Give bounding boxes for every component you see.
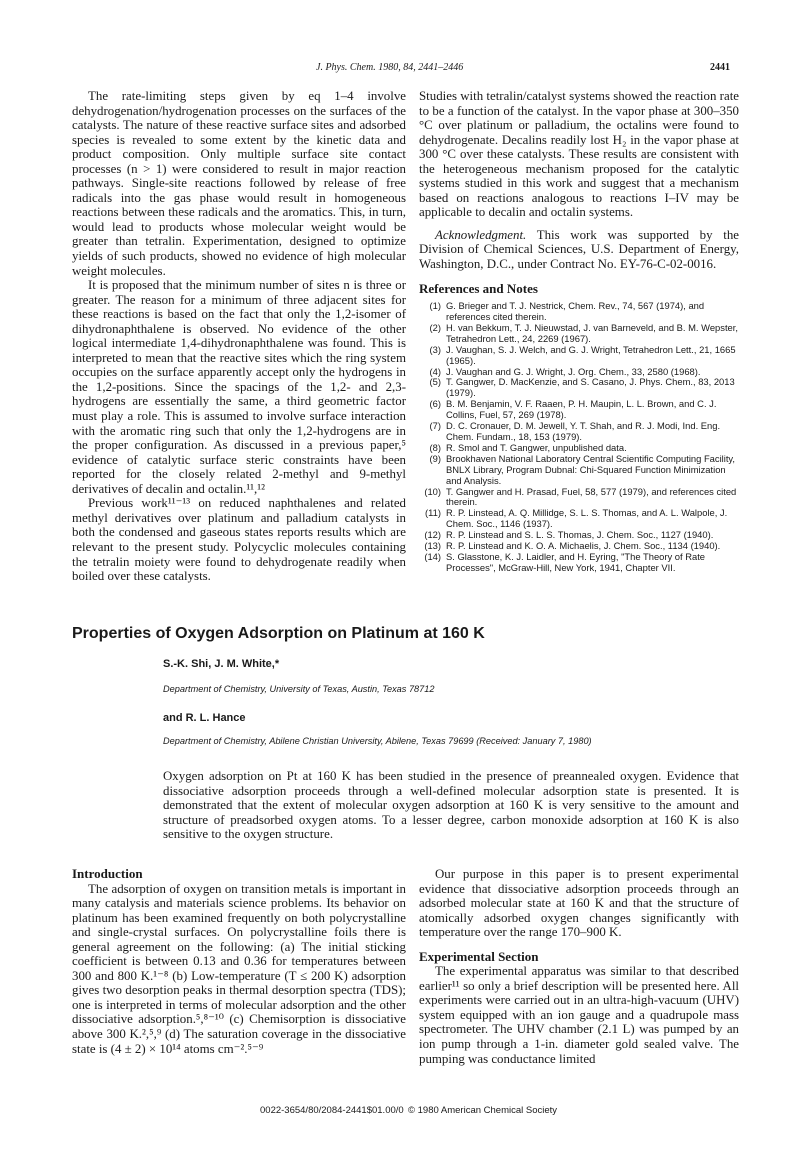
reference-text: J. Vaughan, S. J. Welch, and G. J. Wright, Tetrahedron Lett., 21, 1665 (1965). (446, 343, 736, 366)
reference-text: J. Vaughan and G. J. Wright, J. Org. Chem., 33, 2580 (1968). (446, 365, 701, 377)
journal-citation: J. Phys. Chem. 1980, 84, 2441–2446 (316, 62, 464, 73)
reference-text: B. M. Benjamin, V. F. Raaen, P. H. Maupin, L. L. Brown, and C. J. Collins, Fuel, 57, 269 (1978). (446, 398, 717, 421)
reference-text: G. Brieger and T. J. Nestrick, Chem. Rev., 74, 567 (1974), and references cited therein. (446, 300, 705, 323)
reference-item (419, 487, 739, 509)
reference-text: T. Gangwer and H. Prasad, Fuel, 58, 577 (1979), and references cited therein. (446, 485, 737, 508)
reference-number: (10) (424, 485, 441, 497)
right-body-column (419, 867, 739, 1066)
reference-text: R. Smol and T. Gangwer, unpublished data. (446, 441, 627, 453)
paragraph: It is proposed that the minimum number of sites n is three or greater. The reason for a minimum of three adjacent sites for these reactions is based on the fact that only the 1,2-isomer of dihydronaphthalene is observed. No evidence of the other logical intermediate 1,4-dihydronaphthalene was found. This is interpreted to mean that the reactive sites which the ring system occupies on the surface apparently accept only the hydrogens in the 1,2-positions. Since the spacings of the 1,2- and 2,3-hydrogens are essentially the same, a third geometric factor must play a role. This is assumed to involve surface interaction with the aromatic ring such that only the 1,2-hydrogens are in the proper configuration. As discussed in a previous paper,⁵ evidence of catalytic surface steric constraints have been reported for the closely related 2-methyl and 9-methyl derivatives of decalin and octalin.¹¹,¹² (72, 278, 406, 496)
authors-secondary: and R. L. Hance (163, 712, 246, 724)
reference-number: (5) (429, 376, 441, 388)
reference-item (419, 421, 739, 443)
reference-number: (13) (424, 540, 441, 552)
reference-text: R. P. Linstead and S. L. S. Thomas, J. Chem. Soc., 1127 (1940). (446, 529, 714, 541)
reference-number: (6) (429, 398, 441, 410)
copyright: © 1980 American Chemical Society (408, 1105, 558, 1116)
article-title: Properties of Oxygen Adsorption on Platinum at 160 K (72, 625, 485, 642)
reference-number: (3) (429, 343, 441, 355)
acknowledgment (419, 228, 739, 272)
acknowledgment-text: This work was supported by the Division of Chemical Sciences, U.S. Department of Energy, Washington, D.C., under Contract No. EY-76-C-02-0016. (419, 227, 739, 272)
reference-text: R. P. Linstead, A. Q. Millidge, S. L. S. Thomas, and A. L. Walpole, J. Chem. Soc., 1146 (1937). (446, 507, 728, 530)
reference-number: (4) (429, 365, 441, 377)
reference-text: T. Gangwer, D. MacKenzie, and S. Casano, J. Phys. Chem., 83, 2013 (1979). (446, 376, 735, 399)
acknowledgment-label: Acknowledgment. (435, 227, 527, 242)
abstract: Oxygen adsorption on Pt at 160 K has been studied in the presence of preannealed oxygen. Evidence that dissociative adsorption proceeds through a well-defined molecular adsorption state is presented. It is demonstrated that the extent of molecular oxygen adsorption at 160 K is very sensitive to the amount and structure of preadsorbed oxygen atoms. To a lesser degree, carbon monoxide adsorption at 160 K is also sensitive to the oxygen structure. (163, 769, 739, 842)
reference-text: S. Glasstone, K. J. Laidler, and H. Eyring, "The Theory of Rate Processes", McGraw-Hill, New York, 1941, Chapter VII. (446, 550, 706, 573)
affiliation-secondary: Department of Chemistry, Abilene Christian University, Abilene, Texas 79699 (Received: January 7, 1980) (163, 736, 592, 746)
reference-text: H. van Bekkum, T. J. Nieuwstad, J. van Barneveld, and B. M. Wepster, Tetrahedron Lett., 24, 2269 (1967). (446, 321, 738, 344)
reference-item (419, 377, 739, 399)
reference-number: (1) (429, 300, 441, 312)
introduction-text: The adsorption of oxygen on transition metals is important in many catalysis and materials science problems. Its behavior on platinum has been examined frequently on both polycrystalline and single-crystal surfaces. On polycrystalline foils there is general agreement on the following: (a) The initial sticking coefficient is between 0.13 and 0.36 for temperatures between 300 and 800 K.¹⁻⁸ (b) Low-temperature (T ≤ 200 K) adsorption gives two desorption peaks in thermal desorption spectra (TDS); one is interpreted in terms of molecular adsorption and the other dissociative adsorption.⁵,⁸⁻¹⁰ (c) Chemisorption is dissociative above 300 K.²,⁵,⁹ (d) The saturation coverage in the dissociative state is (4 ± 2) × 10¹⁴ atoms cm⁻².⁵⁻⁹ (72, 881, 406, 1056)
reference-item (419, 552, 739, 574)
reference-item (419, 301, 739, 323)
paragraph: Studies with tetralin/catalyst systems showed the reaction rate to be a function of the catalyst. In the vapor phase at 300–350 °C over platinum or palladium, the octalins were found to dehydrogenate. Decalins readily lost H₂ in the vapor phase at 300 °C over these catalysts. These results are consistent with the heterogeneous mechanism proposed for the catalytic systems studied in this work and suggest that a mechanism based on reactions analogous to reactions I–IV may be applicable to decalin and octalin systems. (419, 89, 739, 220)
paragraph: Previous work¹¹⁻¹³ on reduced naphthalenes and related methyl derivatives over platinum and palladium catalysts in both the condensed and gaseous states reports results which are relevant to the present study. Polycyclic molecules containing the tetralin moiety were found to dehydrogenate readily when boiled over these catalysts. (72, 496, 406, 584)
introduction-column (72, 867, 406, 1056)
reference-number: (11) (425, 507, 441, 519)
reference-item (419, 323, 739, 345)
reference-item (419, 345, 739, 367)
purpose-text: Our purpose in this paper is to present experimental evidence that dissociative adsorption proceeds through an adsorbed molecular state at 160 K and that the structure of atomically adsorbed oxygen changes significantly with temperature over the range 170–900 K. (419, 867, 739, 940)
reference-number: (2) (429, 321, 441, 333)
paragraph: The rate-limiting steps given by eq 1–4 involve dehydrogenation/hydrogenation processes on the surfaces of the catalysts. The nature of these reactive surface sites and adsorbed species is revealed to some extent by the kinetic data and product composition. Only multiple surface site contact processes (n > 1) were considered to result in major reaction pathways. Single-site reactions followed by release of free radicals into the gas phase would result in homogeneous reactions between these radicals and the aromatics. This, in turn, would lead to products whose molecular weight would be greater than tetralin. Experimentation, designed to optimize yields of such products, showed no evidence of high molecular weight molecules. (72, 89, 406, 278)
experimental-heading: Experimental Section (419, 948, 539, 964)
reference-text: Brookhaven National Laboratory Central Scientific Computing Facility, BNLX Library, Program Dubnal: Chi-Squared Function Minimization and Analysis. (446, 452, 736, 486)
affiliation-primary: Department of Chemistry, University of Texas, Austin, Texas 78712 (163, 684, 435, 694)
reference-number: (7) (429, 420, 441, 432)
previous-article-left-column (72, 89, 406, 584)
reference-number: (9) (429, 452, 441, 464)
reference-number: (14) (424, 550, 441, 562)
reference-text: D. C. Cronauer, D. M. Jewell, Y. T. Shah, and R. J. Modi, Ind. Eng. Chem. Fundam., 18, 153 (1979). (446, 420, 721, 442)
reference-item (419, 399, 739, 421)
article-code: 0022-3654/80/2084-2441$01.00/0 (260, 1105, 404, 1116)
references-list (419, 301, 739, 574)
introduction-heading: Introduction (72, 866, 143, 881)
reference-number: (12) (424, 529, 441, 541)
references-heading: References and Notes (419, 280, 538, 296)
experimental-text: The experimental apparatus was similar to that described earlier¹¹ so only a brief description will be presented here. All experiments were carried out in an ultra-high-vacuum (UHV) system equipped with an ion gauge and a quadrupole mass spectrometer. The UHV chamber (2.1 L) was pumped by an ion pump through a 1-in. diameter gold sealed valve. The pumping was conductance limited (419, 964, 739, 1066)
previous-article-right-column (419, 89, 739, 574)
reference-item (419, 508, 739, 530)
page-header (0, 62, 811, 78)
page-number: 2441 (710, 62, 730, 73)
reference-text: R. P. Linstead and K. O. A. Michaelis, J. Chem. Soc., 1134 (1940). (446, 540, 721, 552)
reference-item (419, 454, 739, 487)
authors-primary: S.-K. Shi, J. M. White,* (163, 658, 280, 670)
reference-number: (8) (429, 441, 441, 453)
